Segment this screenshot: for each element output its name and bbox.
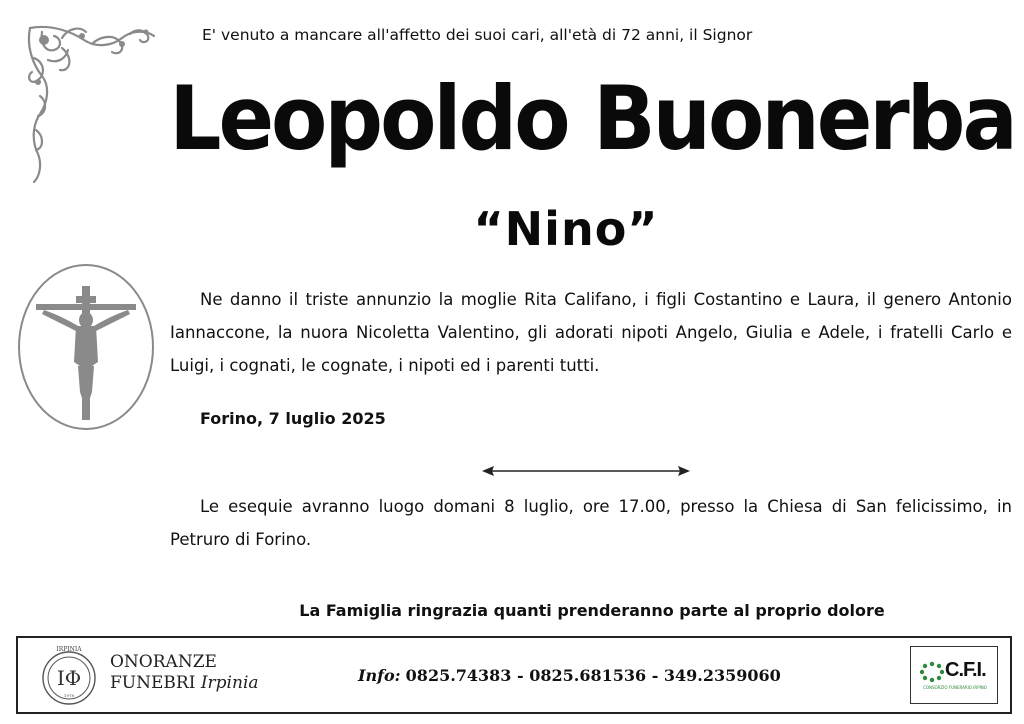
footer-bar	[16, 636, 1012, 714]
cfi-logo	[910, 646, 998, 704]
info-numbers: 0825.74383 - 0825.681536 - 349.2359060	[405, 666, 781, 685]
funeral-paragraph: Le esequie avranno luogo domani 8 luglio, ore 17.00, presso la Chiesa di San felicissimo, in Petruro di Forino.	[170, 497, 1012, 549]
company-line2-italic: Irpinia	[200, 673, 259, 693]
thanks-line: La Famiglia ringrazia quanti prenderanno parte al proprio dolore	[299, 601, 885, 620]
company-line1: ONORANZE	[110, 652, 217, 672]
double-arrow-icon	[482, 464, 690, 478]
company-line2	[110, 673, 259, 694]
place-date: Forino, 7 luglio 2025	[200, 409, 386, 428]
info-label: Info:	[358, 666, 401, 685]
deceased-nickname: “Nino”	[473, 202, 659, 256]
intro-text: E' venuto a mancare all'affetto dei suoi cari, all'età di 72 anni, il Signor	[202, 26, 753, 44]
logo-year: 1978	[63, 693, 75, 698]
if-monogram-logo	[36, 644, 102, 708]
deceased-name: Leopoldo Buonerba	[169, 68, 1015, 171]
cfi-subtitle: CONSORZIO FUNERARIO IRPINO	[923, 685, 987, 690]
announcement-paragraph: Ne danno il triste annunzio la moglie Rita Califano, i figli Costantino e Laura, il genero Antonio Iannaccone, la nuora Nicoletta Valentino, gli adorati nipoti Angelo, Giulia e Adele, i fratelli Carlo e Luigi, i cognati, le cognate, i nipoti ed i parenti tutti.	[170, 290, 1012, 375]
contact-info	[358, 666, 781, 685]
crucifix-icon	[16, 262, 156, 432]
company-line2-main: FUNEBRI	[110, 673, 196, 693]
cfi-dots-icon	[919, 661, 945, 683]
logo-top-text: IRPINIA	[56, 646, 82, 653]
cfi-text: C.F.I.	[945, 659, 986, 681]
company-name	[110, 652, 259, 694]
svg-text:ΙΦ: ΙΦ	[56, 666, 82, 690]
